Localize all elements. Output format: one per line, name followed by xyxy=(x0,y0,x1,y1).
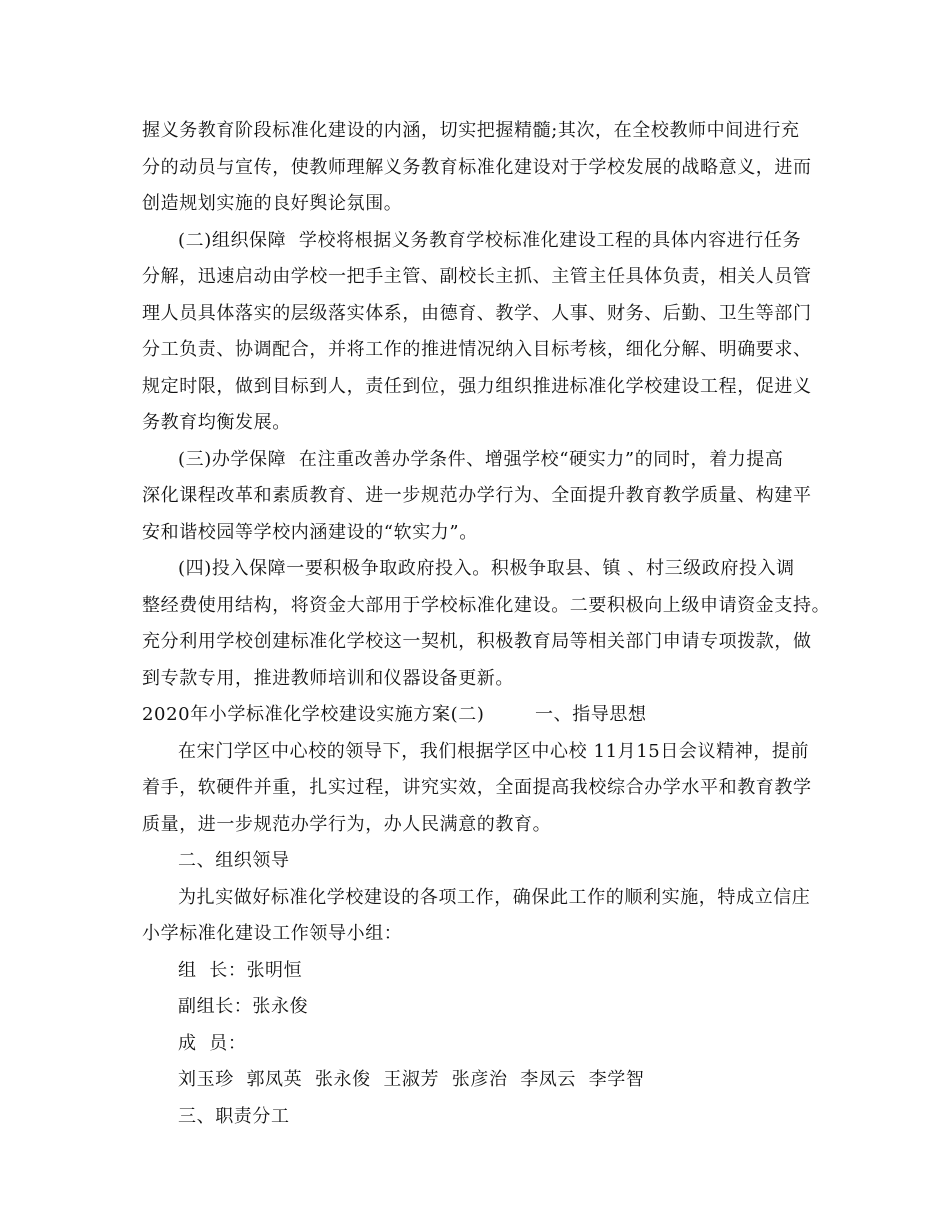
paragraph-line: 分工负责、协调配合，并将工作的推进情况纳入目标考核，细化分解、明确要求、 xyxy=(142,339,812,360)
paragraph-line: 务教育均衡发展。 xyxy=(142,412,291,433)
deputy-leader-line: 副组长：张永俊 xyxy=(178,996,309,1017)
paragraph-line: 创造规划实施的良好舆论氛围。 xyxy=(142,193,403,214)
paragraph-line: 充分利用学校创建标准化学校这一契机，积极教育局等相关部门申请专项拨款，做 xyxy=(142,631,812,652)
paragraph-line: 着手，软硬件并重，扎实过程，讲究实效，全面提高我校综合办学水平和教育教学 xyxy=(142,777,812,798)
members-label: 成 员： xyxy=(178,1032,247,1054)
paragraph-line: 规定时限，做到目标到人，责任到位，强力组织推进标准化学校建设工程，促进义 xyxy=(142,375,812,397)
paragraph-line: 握义务教育阶段标准化建设的内涵，切实把握精髓;其次，在全校教师中间进行充 xyxy=(142,120,800,141)
paragraph-line: 深化课程改革和素质教育、进一步规范办学行为、全面提升教育教学质量、构建平 xyxy=(142,485,812,506)
paragraph-line: (四)投入保障一要积极争取政府投入。积极争取县、镇 、村三级政府投入调 xyxy=(178,558,795,579)
paragraph-line: 整经费使用结构，将资金大部用于学校标准化建设。二要积极向上级申请资金支持。 xyxy=(142,594,831,616)
section-title-line: 2020年小学标准化学校建设实施方案(二) 一、指导思想 xyxy=(142,704,647,725)
members-list: 刘玉珍 郭凤英 张永俊 王淑芳 张彦治 李凤云 李学智 xyxy=(178,1069,645,1090)
paragraph-line: 在宋门学区中心校的领导下，我们根据学区中心校 11月15日会议精神，提前 xyxy=(178,740,810,762)
paragraph-line: 质量，进一步规范办学行为，办人民满意的教育。 xyxy=(142,813,552,835)
paragraph-line: 理人员具体落实的层级落实体系，由德育、教学、人事、财务、后勤、卫生等部门 xyxy=(142,302,812,324)
section-heading: 二、组织领导 xyxy=(178,850,290,871)
leader-line: 组 长：张明恒 xyxy=(178,959,303,981)
document-body xyxy=(142,113,831,1135)
paragraph-line: 到专款专用，推进教师培训和仪器设备更新。 xyxy=(142,667,514,689)
paragraph-line: (三)办学保障 在注重改善办学条件、增强学校“硬实力”的同时，着力提高 xyxy=(178,448,784,470)
paragraph-line: 小学标准化建设工作领导小组： xyxy=(142,923,403,944)
paragraph-line: (二)组织保障 学校将根据义务教育学校标准化建设工程的具体内容进行任务 xyxy=(178,229,802,251)
section-heading: 三、职责分工 xyxy=(178,1105,290,1127)
paragraph-line: 为扎实做好标准化学校建设的各项工作，确保此工作的顺利实施，特成立信庄 xyxy=(178,886,811,908)
paragraph-line: 分的动员与宣传，使教师理解义务教育标准化建设对于学校发展的战略意义，进而 xyxy=(142,156,812,178)
paragraph-line: 分解，迅速启动由学校一把手主管、副校长主抓、主管主任具体负责，相关人员管 xyxy=(142,266,812,287)
paragraph-line: 安和谐校园等学校内涵建设的“软实力”。 xyxy=(142,521,478,543)
